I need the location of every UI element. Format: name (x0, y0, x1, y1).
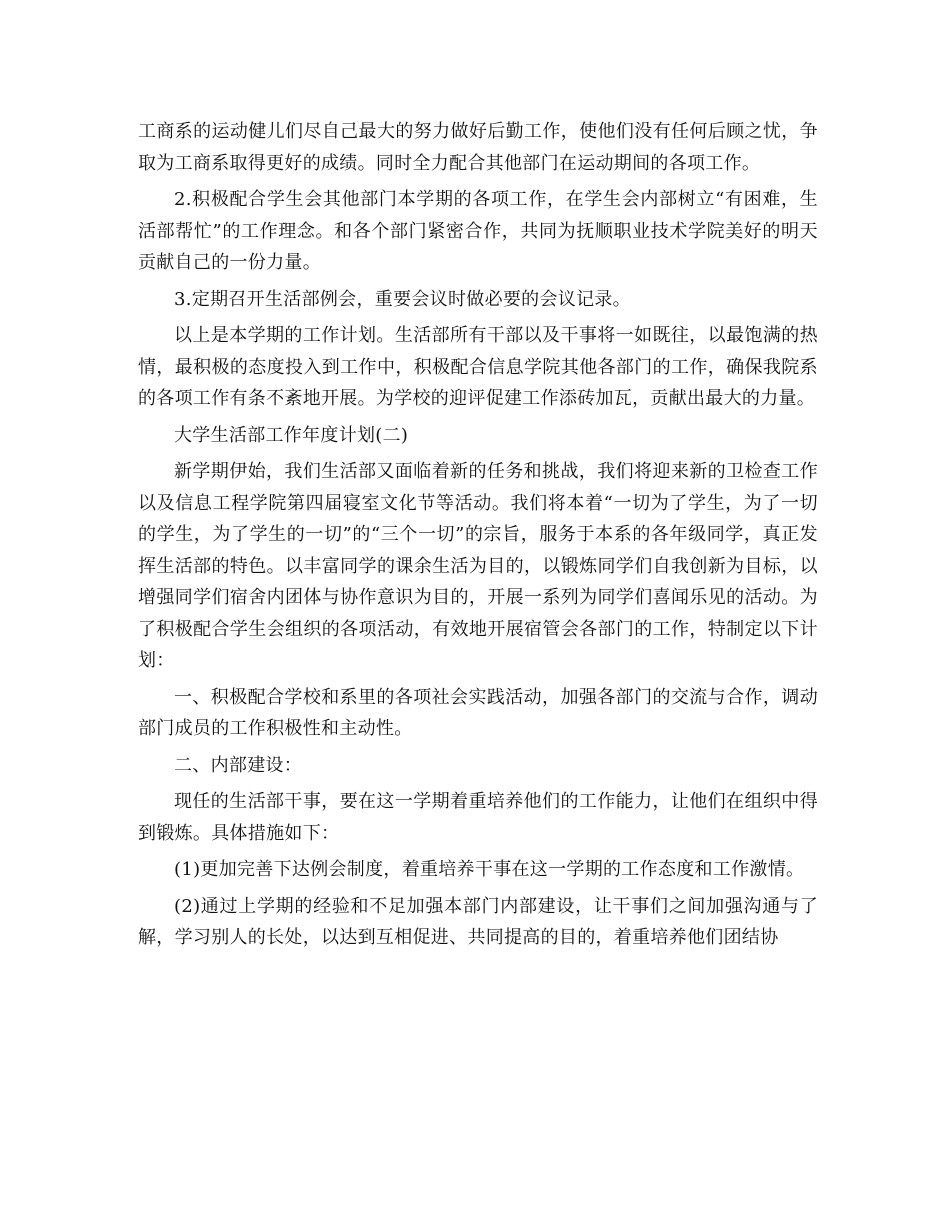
paragraph-measure-2: (2)通过上学期的经验和不足加强本部门内部建设，让干事们之间加强沟通与了解，学习别人的长处，以达到互相促进、共同提高的目的，着重培养他们团结协 (138, 895, 818, 948)
section-heading: 大学生活部工作年度计划(二) (174, 424, 409, 446)
paragraph-item-3: 3.定期召开生活部例会，重要会议时做必要的会议记录。 (174, 288, 631, 310)
paragraph-measure-1: (1)更加完善下达例会制度，着重培养干事在这一学期的工作态度和工作激情。 (174, 859, 805, 880)
paragraph-point-two-heading: 二、内部建设： (174, 754, 303, 776)
document-body (138, 116, 818, 959)
paragraph-summary: 以上是本学期的工作计划。生活部所有干部以及干事将一如既往，以最饱满的热情，最积极的态度投入到工作中，积极配合信息学院其他各部门的工作，确保我院系的各项工作有条不紊地开展。为学校的迎评促建工作添砖加瓦，贡献出最大的力量。 (138, 325, 818, 409)
paragraph-point-one: 一、积极配合学校和系里的各项社会实践活动，加强各部门的交流与合作，调动部门成员的工作积极性和主动性。 (138, 686, 818, 739)
paragraph-internal-building: 现任的生活部干事，要在这一学期着重培养他们的工作能力，让他们在组织中得到锻炼。具体措施如下： (138, 791, 818, 844)
paragraph-item-2: 2.积极配合学生会其他部门本学期的各项工作，在学生会内部树立“有困难，生活部帮忙”的工作理念。和各个部门紧密合作，共同为抚顺职业技术学院美好的明天贡献自己的一份力量。 (138, 189, 818, 273)
paragraph-continuation: 工商系的运动健儿们尽自己最大的努力做好后勤工作，使他们没有任何后顾之忧，争取为工商系取得更好的成绩。同时全力配合其他部门在运动期间的各项工作。 (138, 121, 818, 174)
paragraph-intro: 新学期伊始，我们生活部又面临着新的任务和挑战，我们将迎来新的卫检查工作以及信息工程学院第四届寝室文化节等活动。我们将本着“一切为了学生，为了一切的学生，为了学生的一切”的“三个一切”的宗旨，服务于本系的各年级同学，真正发挥生活部的特色。以丰富同学的课余生活为目的，以锻炼同学们自我创新为目标，以增强同学们宿舍内团体与协作意识为目的，开展一系列为同学们喜闻乐见的活动。为了积极配合学生会组织的各项活动，有效地开展宿管会各部门的工作，特制定以下计划： (138, 461, 818, 671)
